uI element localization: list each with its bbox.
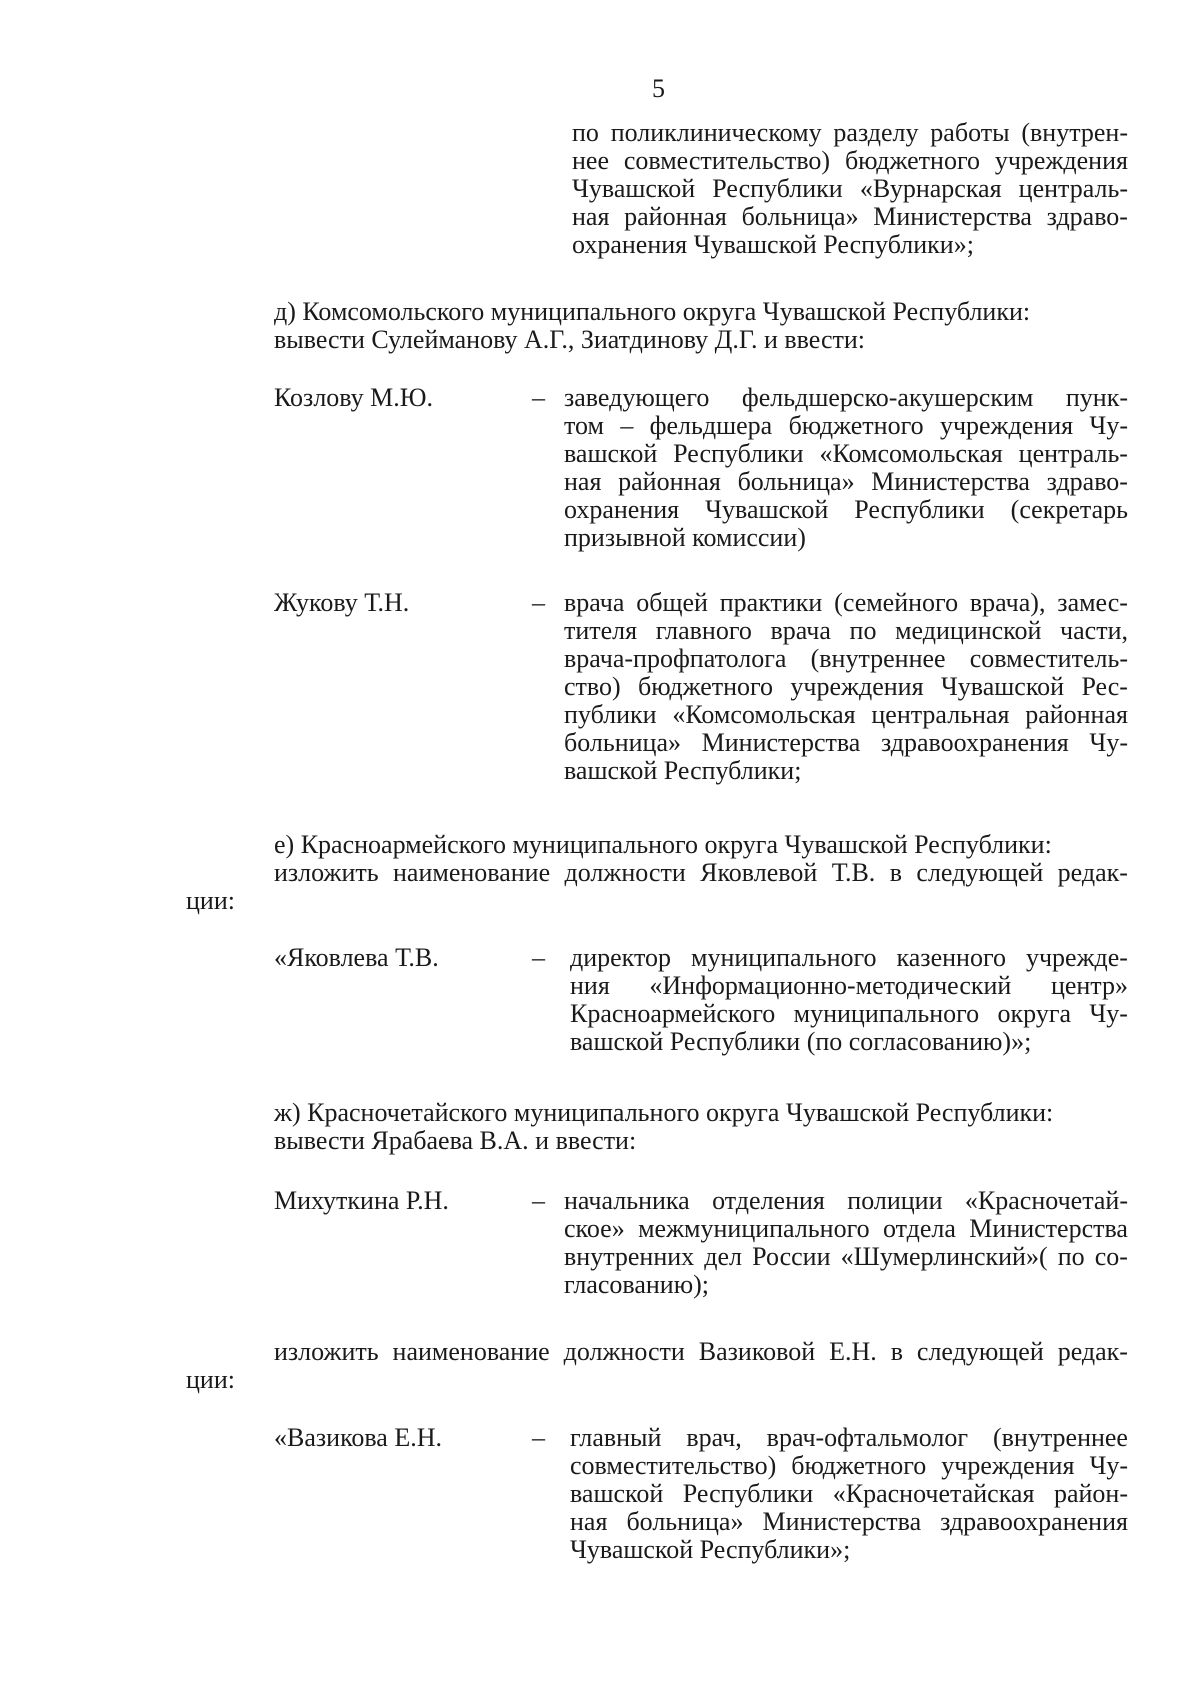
section-e-heading: е) Красноармейского муниципального округа Чувашской Республики: (274, 830, 1052, 859)
word: здравоохранения (940, 1507, 1128, 1536)
word: замес- (1057, 588, 1128, 617)
entry-vazikova-description-line (570, 1453, 1128, 1479)
word: Министерства (762, 1507, 922, 1536)
word: район- (1053, 1479, 1128, 1508)
word: отдела (882, 1214, 956, 1243)
word: в (889, 858, 902, 887)
word: тителя (564, 616, 638, 645)
entry-kozlova-description-line (564, 441, 1128, 467)
word: бюджетного (844, 146, 980, 175)
word: следующей (916, 1337, 1044, 1366)
entry-yakovleva-description-line (570, 1001, 1128, 1027)
entry-yakovleva-dash: – (532, 943, 545, 972)
entry-mikhutkin-description-line (564, 1216, 1128, 1242)
continuation-text-line (572, 204, 1128, 230)
word: Рес- (1081, 672, 1128, 701)
section-zh-heading: ж) Красночетайского муниципального округа Чувашской Республики: (274, 1098, 1054, 1127)
entry-yakovleva-name: «Яковлева Т.В. (274, 943, 439, 972)
word: центр» (1050, 971, 1128, 1000)
word: врач-офтальмолог (766, 1423, 969, 1452)
section-e-instruction-end: ции: (186, 886, 235, 915)
word: врача (770, 616, 831, 645)
word: совместительство) (570, 1451, 777, 1480)
entry-kozlova-description-line (564, 413, 1128, 439)
word: общей (636, 588, 708, 617)
word: медицинской (895, 616, 1042, 645)
entry-vazikova-name: «Вазикова Е.Н. (274, 1423, 443, 1452)
word: Республики (673, 439, 804, 468)
word: Чу- (1089, 411, 1128, 440)
entry-kozlova-description-line (564, 497, 1128, 523)
word: Республики (854, 495, 985, 524)
section-d-instruction: вывести Сулейманову А.Г., Зиатдинову Д.Г. и ввести: (274, 325, 865, 354)
page-number: 5 (652, 74, 665, 103)
word: здравоохранения (880, 728, 1069, 757)
word: фельдшерско-акушерским (741, 383, 1034, 412)
word: ство) (564, 672, 621, 701)
word: (семейного (834, 588, 959, 617)
word: охранения (564, 495, 680, 524)
word: «Шумерлинский»( (840, 1242, 1048, 1271)
word: по (572, 118, 599, 147)
entry-vazikova-description-line: Чувашской Республики»; (570, 1535, 851, 1564)
word: казенного (896, 943, 1006, 972)
word: работы (930, 118, 1010, 147)
word: практики (719, 588, 823, 617)
word: (внутреннее (993, 1423, 1128, 1452)
word: больница» (626, 1507, 744, 1536)
word: Вазиковой (698, 1337, 816, 1366)
word: Чувашской (572, 174, 696, 203)
word: муниципального (793, 999, 980, 1028)
word: «Комсомольская (672, 700, 856, 729)
word: Чувашской (940, 672, 1065, 701)
entry-kozlova-name: Козлову М.Ю. (274, 383, 434, 412)
word: внутренних (564, 1242, 695, 1271)
word: Министерства (969, 1214, 1128, 1243)
entry-mikhutkin-description-line (564, 1244, 1128, 1270)
word: Е.Н. (829, 1337, 877, 1366)
word: бюджетного (791, 1451, 927, 1480)
word: должности (563, 1337, 685, 1366)
word: «Информационно-методический (649, 971, 1012, 1000)
entry-zhukova-description-line (564, 674, 1128, 700)
word: межмуниципального (638, 1214, 870, 1243)
word: бюджетного (788, 411, 924, 440)
word: главного (655, 616, 752, 645)
entry-mikhutkin-name: Михуткина Р.Н. (274, 1186, 449, 1215)
entry-zhukova-description-line (564, 590, 1128, 616)
entry-zhukova-description-line (564, 646, 1128, 672)
word: здраво- (1046, 467, 1128, 496)
word: муниципального (690, 943, 877, 972)
word: «Комсомольская (819, 439, 1003, 468)
word: (внутреннее (810, 644, 946, 673)
word: врача (564, 588, 625, 617)
word: отделения (712, 1186, 825, 1215)
word: вашской (564, 439, 658, 468)
word: поликлиническому (610, 118, 822, 147)
word: центральная (871, 700, 1010, 729)
word: Министерства (871, 467, 1030, 496)
entry-zhukova-dash: – (532, 588, 545, 617)
word: Красноармейского (570, 999, 776, 1028)
word: (секретарь (1010, 495, 1128, 524)
word: редак- (1057, 858, 1128, 887)
word: части, (1060, 616, 1128, 645)
entry-mikhutkin-dash: – (532, 1186, 545, 1215)
word: дел (704, 1242, 743, 1271)
entry-kozlova-description-line (564, 469, 1128, 495)
word: учреждения (939, 411, 1074, 440)
word: наименование (393, 858, 551, 887)
entry-yakovleva-description-line: вашской Республики (по согласованию)»; (570, 1027, 1032, 1056)
word: врач, (686, 1423, 742, 1452)
word: учрежде- (1025, 943, 1128, 972)
word: здраво- (1046, 202, 1128, 231)
word: (внутрен- (1021, 118, 1128, 147)
word: совместительство) (623, 146, 831, 175)
entry-yakovleva-description-line (570, 945, 1128, 971)
section-d-heading: д) Комсомольского муниципального округа Чувашской Республики: (274, 297, 1031, 326)
word: ское» (564, 1214, 625, 1243)
continuation-text-line (572, 120, 1128, 146)
entry-zhukova-description-line (564, 730, 1128, 756)
word: централь- (1018, 439, 1128, 468)
word: ния (570, 971, 610, 1000)
word: Т.В. (831, 858, 876, 887)
word: со- (1094, 1242, 1128, 1271)
word: «Красночетай- (964, 1186, 1128, 1215)
word: «Вурнарская (859, 174, 1002, 203)
word: России (752, 1242, 831, 1271)
word: по (1057, 1242, 1085, 1271)
word: учреждения (994, 146, 1128, 175)
section-zh-instruction2-end: ции: (186, 1365, 235, 1394)
word: централь- (1018, 174, 1128, 203)
word: больница» (741, 202, 859, 231)
entry-zhukova-description-line (564, 702, 1128, 728)
word: «Красночетайская (832, 1479, 1035, 1508)
entry-yakovleva-description-line (570, 973, 1128, 999)
word: больница» (737, 467, 855, 496)
word: Чувашской (705, 495, 829, 524)
word: Чу- (1089, 728, 1128, 757)
word: районная (618, 467, 721, 496)
word: Республики (712, 174, 843, 203)
word: следующей (916, 858, 1044, 887)
entry-vazikova-description-line (570, 1425, 1128, 1451)
entry-mikhutkin-description-line: гласованию); (564, 1270, 710, 1299)
word: районная (1025, 700, 1128, 729)
continuation-text-line: охранения Чувашской Республики»; (572, 230, 974, 259)
word: больница» (564, 728, 681, 757)
entry-mikhutkin-description-line (564, 1188, 1128, 1214)
word: совместитель- (969, 644, 1128, 673)
word: Республики (682, 1479, 814, 1508)
entry-vazikova-description-line (570, 1481, 1128, 1507)
word: Чу- (1089, 1451, 1128, 1480)
word: по (849, 616, 877, 645)
word: ная (570, 1507, 608, 1536)
word: ная (564, 467, 602, 496)
word: изложить (274, 1337, 379, 1366)
entry-kozlova-dash: – (532, 383, 545, 412)
word: Министерства (701, 728, 861, 757)
word: наименование (392, 1337, 550, 1366)
word: врача-профпатолога (564, 644, 787, 673)
word: районная (624, 202, 727, 231)
entry-zhukova-name: Жукову Т.Н. (274, 588, 410, 617)
word: заведующего (564, 383, 710, 412)
word: полиции (847, 1186, 943, 1215)
section-zh-instruction: вывести Ярабаева В.А. и ввести: (274, 1126, 637, 1155)
word: разделу (833, 118, 919, 147)
word: вашской (570, 1479, 664, 1508)
word: начальника (564, 1186, 690, 1215)
word: Яковлевой (700, 858, 818, 887)
continuation-text-line (572, 148, 1128, 174)
word: главный (570, 1423, 662, 1452)
word: Чу- (1089, 999, 1128, 1028)
word: округа (997, 999, 1072, 1028)
continuation-text-line (572, 176, 1128, 202)
word: бюджетного (638, 672, 774, 701)
entry-kozlova-description-line: призывной комиссии) (564, 523, 806, 552)
word: Министерства (873, 202, 1032, 231)
word: пунк- (1065, 383, 1128, 412)
word: учреждения (941, 1451, 1075, 1480)
word: должности (564, 858, 686, 887)
word: учреждения (790, 672, 924, 701)
entry-vazikova-dash: – (532, 1423, 545, 1452)
word: нее (572, 146, 609, 175)
word: том (564, 411, 604, 440)
word: – (620, 411, 634, 440)
word: фельдшера (649, 411, 773, 440)
word: редак- (1057, 1337, 1128, 1366)
word: публики (564, 700, 657, 729)
entry-zhukova-description-line (564, 618, 1128, 644)
word: изложить (274, 858, 379, 887)
section-e-instruction (274, 860, 1128, 886)
word: врача), (969, 588, 1046, 617)
entry-kozlova-description-line (564, 385, 1128, 411)
word: ная (572, 202, 610, 231)
word: в (890, 1337, 903, 1366)
entry-zhukova-description-line: вашской Республики; (564, 756, 802, 785)
word: директор (570, 943, 671, 972)
section-zh-instruction2 (274, 1339, 1128, 1365)
entry-vazikova-description-line (570, 1509, 1128, 1535)
